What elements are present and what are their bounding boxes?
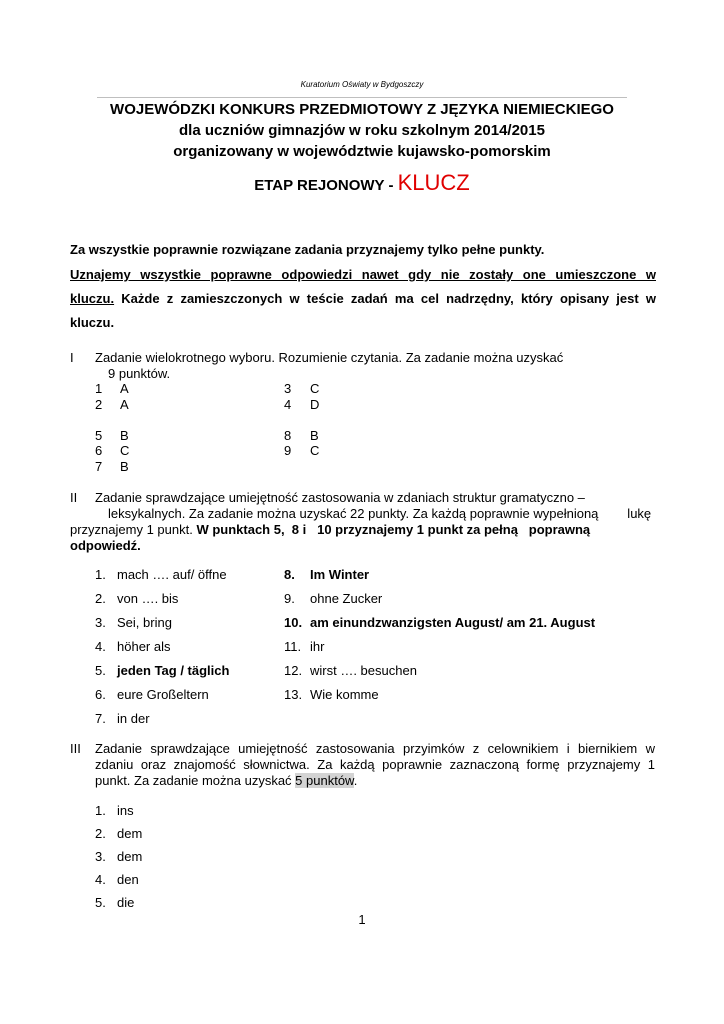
- answer-value: D: [310, 397, 320, 412]
- section-3-line-3-plain: punkt. Za zadanie można uzyskać: [95, 773, 296, 788]
- answer-value: A: [120, 397, 129, 412]
- section-2-line-3-bold: W punktach 5, 8 i 10 przyznajemy 1 punkt za pełną poprawną: [196, 522, 591, 537]
- answer-number: 4: [284, 397, 292, 412]
- list-item-number: 5.: [95, 663, 106, 678]
- intro-line-3-rest: Każde z zamieszczonych w teście zadań ma cel nadrzędny, który opisany jest w: [114, 291, 656, 306]
- list-item-number: 4.: [95, 872, 106, 887]
- answer-number: 2: [95, 397, 103, 412]
- section-3-highlight: 5 punktów: [295, 773, 354, 788]
- list-item-text: von …. bis: [117, 591, 179, 606]
- list-item-number: 2.: [95, 591, 106, 606]
- page-number: 1: [358, 912, 366, 927]
- list-item-number: 9.: [284, 591, 295, 606]
- section-2-number: II: [70, 490, 78, 505]
- list-item-text: ohne Zucker: [310, 591, 383, 606]
- intro-line-4: kluczu.: [70, 315, 115, 330]
- section-3-line-2: zdaniu oraz znajomość słownictwa. Za każdą poprawnie zaznaczoną formę przyznajemy 1: [95, 757, 655, 772]
- answer-value: A: [120, 381, 129, 396]
- list-item-text: die: [117, 895, 135, 910]
- intro-line-2: Uznajemy wszystkie poprawne odpowiedzi nawet gdy nie zostały one umieszczone w: [70, 267, 656, 282]
- klucz-label: KLUCZ: [397, 170, 470, 195]
- ministry-name: Kuratorium Oświaty w Bydgoszczy: [300, 80, 424, 89]
- section-2-line-1: Zadanie sprawdzające umiejętność zastosowania w zdaniach struktur gramatyczno –: [95, 490, 585, 505]
- section-3-line-1: Zadanie sprawdzające umiejętność zastosowania przyimków z celownikiem i biernikiem w: [95, 741, 655, 756]
- intro-line-1: Za wszystkie poprawnie rozwiązane zadania przyznajemy tylko pełne punkty.: [70, 242, 545, 257]
- list-item-text-bold: am einundzwanzigsten August/ am 21. August: [310, 615, 596, 630]
- list-item-number: 11.: [284, 639, 302, 654]
- list-item-number: 2.: [95, 826, 106, 841]
- section-2-line-4: odpowiedź.: [70, 538, 141, 553]
- section-2-line-3: [70, 522, 660, 538]
- list-item-text: dem: [117, 849, 143, 864]
- list-item-number: 10.: [284, 615, 303, 630]
- answer-value: C: [310, 443, 320, 458]
- list-item-text: in der: [117, 711, 150, 726]
- etap-heading: [0, 170, 724, 196]
- list-item-text: wirst …. besuchen: [310, 663, 417, 678]
- answer-number: 3: [284, 381, 292, 396]
- answer-number: 7: [95, 459, 103, 474]
- list-item-text: höher als: [117, 639, 171, 654]
- title-line-3: organizowany w województwie kujawsko-pomorskim: [173, 143, 551, 160]
- list-item-number: 8.: [284, 567, 295, 582]
- answer-value: C: [310, 381, 320, 396]
- intro-kluczu-underlined: kluczu.: [70, 291, 115, 306]
- list-item-number: 6.: [95, 687, 106, 702]
- section-1-text-line-2: 9 punktów.: [108, 366, 171, 381]
- list-item-text: den: [117, 872, 139, 887]
- title-line-1: WOJEWÓDZKI KONKURS PRZEDMIOTOWY Z JĘZYKA NIEMIECKIEGO: [110, 101, 614, 118]
- list-item-number: 7.: [95, 711, 106, 726]
- section-3-line-3: [95, 773, 655, 789]
- answer-value: B: [120, 428, 129, 443]
- list-item-text: Sei, bring: [117, 615, 172, 630]
- list-item-number: 3.: [95, 615, 106, 630]
- list-item-text: eure Großeltern: [117, 687, 209, 702]
- list-item-number: 1.: [95, 803, 106, 818]
- section-2-line-2: leksykalnych. Za zadanie można uzyskać 22 punkty. Za każdą poprawnie wypełnioną lukę: [108, 506, 652, 521]
- list-item-text-bold: jeden Tag / täglich: [117, 663, 230, 678]
- title-line-2: dla uczniów gimnazjów w roku szkolnym 2014/2015: [179, 122, 545, 139]
- answer-number: 6: [95, 443, 103, 458]
- list-item-text-bold: Im Winter: [310, 567, 370, 582]
- list-item-number: 12.: [284, 663, 303, 678]
- list-item-number: 4.: [95, 639, 106, 654]
- list-item-text: dem: [117, 826, 143, 841]
- list-item-text: ins: [117, 803, 134, 818]
- section-2-line-3-plain: przyznajemy 1 punkt.: [70, 522, 197, 537]
- answer-value: C: [120, 443, 130, 458]
- answer-value: B: [120, 459, 129, 474]
- etap-label: ETAP REJONOWY -: [254, 177, 398, 194]
- list-item-number: 5.: [95, 895, 106, 910]
- list-item-number: 1.: [95, 567, 106, 582]
- section-3-line-3-end: .: [353, 773, 358, 788]
- answer-number: 9: [284, 443, 292, 458]
- answer-number: 5: [95, 428, 103, 443]
- section-1-text-line-1: Zadanie wielokrotnego wyboru. Rozumienie czytania. Za zadanie można uzyskać: [95, 350, 564, 365]
- header-rule: [97, 97, 627, 98]
- list-item-number: 13.: [284, 687, 303, 702]
- list-item-number: 3.: [95, 849, 106, 864]
- section-3-number: III: [70, 741, 81, 756]
- list-item-text: Wie komme: [310, 687, 379, 702]
- intro-line-3: [70, 287, 656, 311]
- section-1-number: I: [70, 350, 74, 365]
- answer-number: 1: [95, 381, 103, 396]
- list-item-text: ihr: [310, 639, 325, 654]
- answer-number: 8: [284, 428, 292, 443]
- answer-value: B: [310, 428, 319, 443]
- list-item-text: mach …. auf/ öffne: [117, 567, 227, 582]
